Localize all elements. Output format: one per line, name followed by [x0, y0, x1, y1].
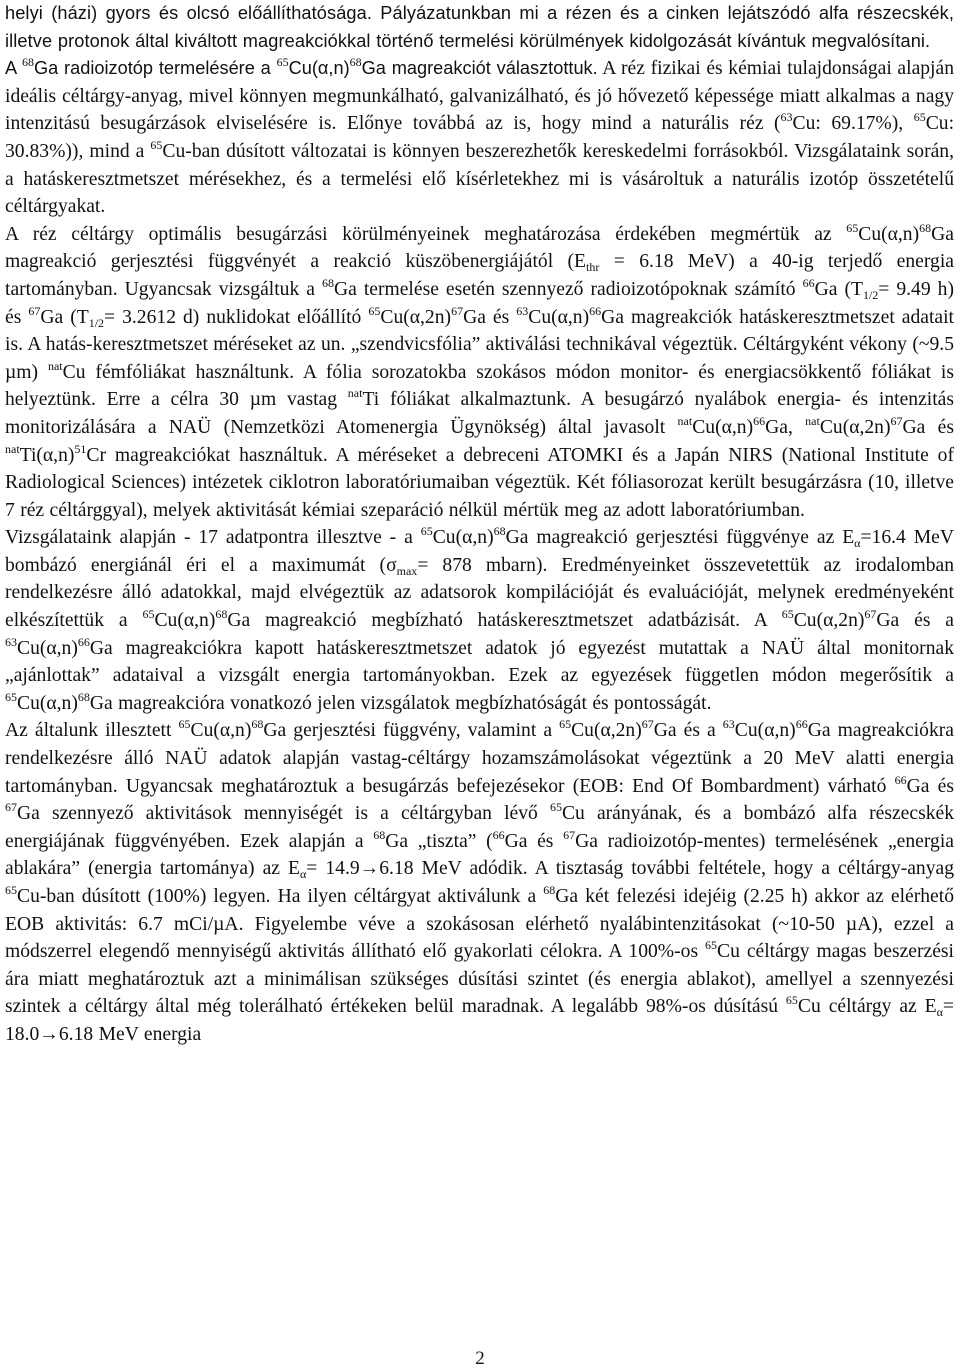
superscript: 66 — [753, 413, 766, 428]
superscript: 66 — [894, 772, 907, 787]
subscript: thr — [586, 260, 600, 275]
superscript: 65 — [150, 137, 163, 152]
superscript: 67 — [864, 607, 877, 622]
text-run: Cu(α,2n) — [380, 306, 452, 328]
text-run: Ga (T — [814, 278, 863, 300]
superscript: 63 — [5, 634, 17, 649]
superscript: 65 — [549, 800, 562, 815]
subscript: max — [396, 563, 418, 578]
text-run: Ga magreakció megbízható hatáskeresztmetszet adatbázisát. A — [227, 610, 782, 632]
superscript: 63 — [780, 110, 793, 125]
superscript: nat — [805, 413, 820, 428]
superscript: 65 — [368, 303, 381, 318]
superscript: 67 — [28, 303, 41, 318]
superscript: 65 — [705, 938, 718, 953]
text-run: Cu(α,n) — [734, 720, 796, 742]
text-run: = 9.49 h) és — [5, 278, 954, 328]
superscript: 67 — [890, 413, 903, 428]
superscript: nat — [677, 413, 693, 428]
text-run: Cu(α,n) — [17, 637, 78, 659]
text-run: Cu céltárgy az E — [797, 996, 937, 1018]
text-run: Cu(α,n) — [432, 527, 494, 549]
superscript: 66 — [589, 303, 602, 318]
text-run: Vizsgálataink alapján - 17 adatpontra illesztve - a — [5, 527, 421, 549]
text-run: Ga (T — [40, 306, 89, 328]
superscript: 65 — [420, 524, 433, 539]
superscript: 67 — [641, 717, 654, 732]
superscript: 66 — [77, 634, 90, 649]
text-run: Cu: 30.83%)), mind a — [5, 113, 955, 162]
text-run: Ga magreakciókra rendelkezésre álló NAÜ adatok alapján vastag-céltárgy hozamszámolásokat végeztünk a 20 MeV alatti energia tartományban. Ugyancsak meghatároztuk a besugárzás befejezésekor (EOB: End Of Bombardment) várható — [5, 720, 954, 797]
text-run: Ga radioizotóp-mentes) termelésének „energia ablakára” (energia tartománya) az E — [5, 830, 954, 880]
text-run: Cu: 69.17%), — [792, 113, 914, 135]
text-run: Ga és — [906, 775, 954, 797]
text-run: = 14.9→6.18 MeV adódik. A tisztaság további feltétele, hogy a céltárgy-anyag — [306, 858, 955, 880]
text-run: Cu(α,n) — [190, 720, 252, 742]
superscript: 68 — [373, 827, 386, 842]
text-run: Ga és — [504, 830, 564, 852]
superscript: nat — [347, 386, 363, 401]
body-text — [5, 0, 954, 1049]
text-run: Ga gerjesztési függvény, valamint a — [263, 720, 560, 742]
text-run: Cu-ban dúsított (100%) legyen. Ha ilyen céltárgyat aktiválunk a — [17, 886, 544, 907]
text-run: Ga, — [765, 416, 806, 438]
subscript: α — [936, 1005, 943, 1020]
text-run: Cu(α,n) — [858, 223, 920, 245]
text-run: Az általunk illesztett — [5, 720, 179, 742]
text-run: Ga két felezési idejéig (2.25 h) akkor az elérhető EOB aktivitás: 6.7 mCi/µA. Figyelembe véve a szokásosan elérhető nyalábintenzitásokat (~10-50 µA), ezzel a módszerrel elegendő mennyiségű aktivitás állítható elő gyakorlati célokra. A 100%-os — [5, 886, 954, 963]
text-run: = 3.2612 d) nuklidokat előállító — [104, 306, 369, 328]
text-run: =16.4 MeV bombázó energiánál éri el a maximumát (σ — [5, 527, 954, 576]
text-run: Ga és — [902, 416, 954, 438]
paragraph-p4 — [5, 524, 954, 717]
text-run: = 18.0→6.18 MeV energia — [5, 996, 954, 1045]
superscript: 65 — [5, 883, 17, 897]
text-run: = 878 mbarn). Eredményeinket összevetettük az irodalomban rendelkezésre álló adatokkal, majd elvégeztük az adatsorok kompilációját és evaluációját, melynek eredményeként elkészítettük a — [5, 554, 954, 632]
subscript: 1/2 — [862, 287, 879, 302]
paragraph-p1 — [5, 0, 954, 55]
page-number: 2 — [475, 1348, 485, 1369]
superscript: 65 — [785, 993, 798, 1008]
superscript: 65 — [276, 55, 289, 70]
subscript: 1/2 — [88, 315, 105, 330]
superscript: 68 — [77, 689, 90, 704]
text-run: Ga és — [463, 306, 517, 328]
text-run: Ga radioizotóp termelésére a — [33, 58, 277, 79]
superscript: 65 — [559, 717, 572, 732]
text-run: Cu(α,2n) — [819, 416, 891, 438]
superscript: 65 — [913, 110, 926, 125]
superscript: 68 — [349, 55, 362, 70]
text-run: Cu(α,2n) — [571, 720, 642, 742]
superscript: 68 — [215, 607, 228, 622]
superscript: 68 — [493, 524, 506, 539]
text-run: Ga „tiszta” ( — [385, 830, 493, 852]
superscript: 68 — [543, 883, 556, 897]
superscript: 67 — [451, 303, 464, 318]
superscript: 66 — [492, 827, 505, 842]
superscript: 68 — [21, 55, 34, 70]
superscript: 65 — [142, 607, 155, 622]
text-run: Ga és a — [653, 720, 723, 742]
text-run: Cu céltárgy magas beszerzési ára miatt meghatároztuk azt a minimálisan szükséges dúsítási szintet (és energia ablakot), amellyel a szennyezési szintek a céltárgy által még tolerálható értékeken belül maradnak. A legalább 98%-os dúsítású — [5, 941, 954, 1018]
text-run: Ga magreakcióra vonatkozó jelen vizsgálatok megbízhatóságát és pontosságát. — [89, 692, 712, 714]
superscript: 67 — [563, 827, 576, 842]
paragraph-p5 — [5, 717, 954, 1048]
text-run: Cu(α,n) — [288, 58, 350, 79]
text-run: Ti(α,n) — [19, 444, 75, 466]
text-run: Cu fémfóliákat használtunk. A fólia sorozatokba szokásos módon monitor- és energiacsökkentő fóliákat is helyeztünk. Erre a célra 30 µm vastag — [5, 361, 954, 411]
superscript: nat — [47, 358, 63, 373]
superscript: 68 — [321, 275, 334, 290]
paragraph-p3 — [5, 221, 954, 525]
text-run: Ga termelése esetén szennyező radioizotópoknak számító — [333, 278, 803, 300]
superscript: 51 — [74, 441, 87, 456]
superscript: nat — [5, 441, 20, 456]
text-run: Cu(α,n) — [528, 306, 590, 328]
superscript: 66 — [802, 275, 815, 290]
text-run: Ti fóliákat alkalmaztunk. A besugárzó nyalábok energia- és intenzitás monitorizálására a NAÜ (Nemzetközi Atomenergia Ügynökség) által javasolt — [5, 389, 954, 438]
text-run: Cr magreakciókat használtuk. A méréseket a debreceni ATOMKI és a Japán NIRS (National Institute of Radiological Sciences) intézetek ciklotron laboratóriumaiban végeztük. Két fóliasorozat került besugárzásra (10, illetve 7 réz céltárggyal), melyek aktivitását kémiai szeparáció nélkül mértük meg az adott laboratóriumban. — [5, 444, 954, 521]
text-run: Cu(α,n) — [692, 416, 754, 438]
superscript: 65 — [846, 220, 859, 235]
text-run: A — [5, 58, 22, 79]
superscript: 66 — [795, 717, 808, 732]
text-run: = 6.18 MeV) a 40-ig terjedő energia tartományban. Ugyancsak vizsgáltuk a — [5, 251, 954, 300]
paragraph-p2 — [5, 55, 954, 221]
text-run: Ga és a — [876, 610, 955, 632]
superscript: 67 — [5, 800, 17, 815]
text-run: Ga magreakciók hatáskeresztmetszet adatait is. A hatás-keresztmetszet méréseket az un. „szendvicsfólia” aktiválási technikával végeztük. Céltárgyként vékony (~9.5 µm) — [5, 306, 954, 383]
superscript: 68 — [251, 717, 264, 732]
text-run: Ga magreakció gerjesztési függvényét a reakció küszöbenergiájától (E — [5, 223, 954, 273]
superscript: 63 — [516, 303, 529, 318]
superscript: 68 — [919, 220, 932, 235]
text-run: Ga magreakciót választottuk. — [361, 58, 598, 79]
text-run: Cu-ban dúsított változatai is könnyen beszerezhetők kereskedelmi forrásokból. Vizsgálataink során, a hatáskeresztmetszet mérésekhez, és a termelési elő kísérletekhez mi is vásároltuk a naturális izotóp összetételű céltárgyakat. — [5, 140, 955, 218]
superscript: 63 — [722, 717, 735, 732]
text-run: Cu arányának, és a bombázó alfa részecskék energiájának függvényében. Ezek alapján a — [5, 803, 954, 852]
text-run: Ga magreakció gerjesztési függvénye az E — [505, 527, 855, 549]
text-run: A réz céltárgy optimális besugárzási körülményeinek meghatározása érdekében megmértük az — [5, 223, 847, 245]
superscript: 65 — [178, 717, 191, 732]
text-run: Ga szennyező aktivitások mennyiségét is a céltárgyban lévő — [17, 803, 550, 825]
text-run: Cu(α,n) — [17, 692, 78, 714]
text-run: Cu(α,n) — [154, 610, 216, 632]
text-run: A réz fizikai és kémiai tulajdonságai alapján ideális céltárgy-anyag, mivel könnyen megmunkálható, galvanizálható, és jó hővezető képessége miatt alkalmas a nagy intenzitású besugárzások elviselésére is. Előnye továbbá az is, hogy mind a naturális réz ( — [5, 58, 954, 135]
superscript: 65 — [5, 689, 17, 704]
text-run: helyi (házi) gyors és olcsó előállíthatósága. Pályázatunkban mi a rézen és a cinken lejátszódó alfa részecskék, illetve protonok által kiváltott magreakciókkal történő termelési körülmények kidolgozását kívántuk megvalósítani. — [5, 3, 954, 51]
subscript: α — [854, 536, 861, 551]
text-run: Ga magreakciókra kapott hatáskeresztmetszet adatok jó egyezést mutattak a NAÜ által monitornak „ajánlottak” adataival a vizsgált energia tartományokban. Ezek az egyezések független módon megerősítik a — [5, 637, 954, 687]
subscript: α — [299, 867, 307, 882]
text-run: Cu(α,2n) — [793, 610, 865, 632]
superscript: 65 — [781, 607, 794, 622]
